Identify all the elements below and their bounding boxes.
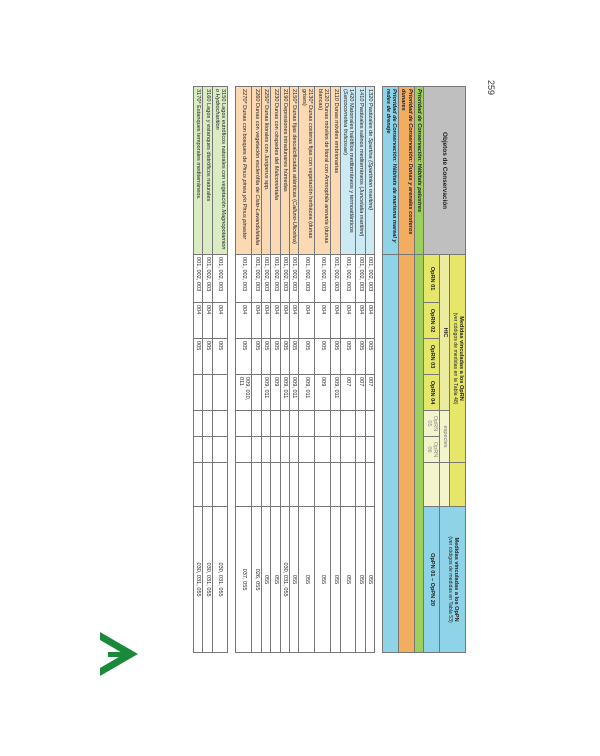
cell-oprn04: 009	[315, 375, 331, 411]
cell-oprn02: 004	[290, 303, 299, 339]
cell-oppn: 055	[356, 507, 365, 653]
table-row	[261, 87, 270, 653]
habitat-name: 1320 Pastizales de Spartina (Spartinion maritimi)	[365, 87, 374, 255]
habitat-name: 2270* Dunas con bosques de Pinus pinea y/o Pinus pinaster	[236, 87, 252, 255]
table-row	[290, 87, 299, 653]
cell-oprn01: 001, 002, 003	[252, 255, 261, 303]
cell-oprn03: 005	[340, 339, 356, 375]
cell-oprn03: 005	[299, 339, 315, 375]
habitat-name: 2260 Dunas con vegetación esclerófila de Cisto-Lavanduletalia	[252, 87, 261, 255]
rotated-table-container	[170, 86, 466, 652]
table-row	[236, 87, 252, 653]
habitat-name: 3150 Lagos eutróficos naturales con vegetación Magnopotamion o Hydrocharition	[212, 87, 228, 255]
table-row	[365, 87, 374, 653]
cell-oprn03: 005	[193, 339, 202, 375]
header-vinc-cols: OpPN 01 – OpPN 20	[424, 507, 440, 653]
cell-oprn04: 009, 011	[290, 375, 299, 411]
header-oprn04: OpRN 04	[424, 375, 440, 411]
cell-oppn: 037, 055	[236, 507, 252, 653]
cell-oprn04	[203, 375, 212, 411]
cell-oprn03: 005	[280, 339, 289, 375]
habitat-name: 1420 Matorrales halófilos mediterráneos y termoatlánticos (Sarcocornetea fruticosae)	[340, 87, 356, 255]
cell-oprn04: 009, 011	[299, 375, 315, 411]
cell-oppn: 055	[261, 507, 270, 653]
cell-oprn01: 001, 002, 003	[193, 255, 202, 303]
header-medidas	[449, 255, 465, 463]
cell-oprn04	[212, 375, 228, 411]
header-oprn03: OpRN 03	[424, 339, 440, 375]
header-medidas-title: Medidas vinculadas a los OpRN	[458, 316, 464, 401]
cell-oprn04: 009, 011	[331, 375, 340, 411]
cell-oprn02: 004	[331, 303, 340, 339]
habitat-name: 3160 Lagos y estanques distróficos naturales	[203, 87, 212, 255]
cell-oprn02: 004	[315, 303, 331, 339]
habitat-name: 2130* Dunas costeras fijas con vegetación herbácea (dunas grises)	[299, 87, 315, 255]
cell-oprn03: 005	[252, 339, 261, 375]
cell-oprn02: 004	[356, 303, 365, 339]
cell-oprn01: 001, 002, 003	[315, 255, 331, 303]
cell-oprn04: 007	[365, 375, 374, 411]
cell-oppn: 055	[299, 507, 315, 653]
junta-andalucia-logo-icon	[98, 626, 140, 682]
header-vinculadas	[440, 507, 466, 653]
cell-oprn01: 001, 002, 003	[280, 255, 289, 303]
cell-oprn02: 004	[365, 303, 374, 339]
table-row	[340, 87, 356, 653]
cell-oppn: 026, 055	[252, 507, 261, 653]
habitat-name: 3170* Estanques temporales mediterráneos.	[193, 87, 202, 255]
priority-dunas: Prioridad de Conservación: Dunas y arenales costeros dunares	[399, 87, 415, 255]
cell-oprn02: 004	[261, 303, 270, 339]
table-row	[252, 87, 261, 653]
cell-oppn: 055	[340, 507, 356, 653]
cell-oprn02: 004	[299, 303, 315, 339]
cell-oppn: 030, 031, 055	[193, 507, 202, 653]
header-vinc-sub: (ver códigos de medidas en Tabla 53)	[446, 536, 453, 623]
cell-oprn01: 001, 002, 003	[331, 255, 340, 303]
cell-oprn03: 005	[331, 339, 340, 375]
cell-oprn03: 005	[271, 339, 280, 375]
cell-oprn02: 004	[193, 303, 202, 339]
header-oprn06: OpRN 06	[424, 437, 440, 463]
cell-oprn03: 005	[315, 339, 331, 375]
habitat-name: 1410 Pastizales salinos mediterráneos (Juncetalia maritimi)	[356, 87, 365, 255]
cell-oprn01: 001, 002, 003	[203, 255, 212, 303]
habitat-name: 2150* Dunas fijas descalcificadas atlánticas (Calluno-Ulicetea)	[290, 87, 299, 255]
page-number: 259	[486, 80, 496, 96]
habitat-name: 2230 Dunas con céspedes del Malcomietalia	[271, 87, 280, 255]
cell-oprn04	[193, 375, 202, 411]
habitat-name: 2190 Depresiones intradunares húmedas	[280, 87, 289, 255]
table-row	[203, 87, 212, 653]
cell-oprn02: 004	[203, 303, 212, 339]
cell-oppn: 055	[365, 507, 374, 653]
cell-oprn01: 001, 002, 003	[290, 255, 299, 303]
table-row	[212, 87, 228, 653]
table-row	[280, 87, 289, 653]
table-row	[356, 87, 365, 653]
priority-palustres: Prioridad de Conservación: Hábitats palustres	[414, 87, 423, 255]
cell-oprn01: 001, 002, 003	[212, 255, 228, 303]
cell-oprn01: 001, 002, 003	[271, 255, 280, 303]
cell-oprn01: 001, 002, 003	[340, 255, 356, 303]
cell-oprn02: 004	[212, 303, 228, 339]
cell-oprn01: 001, 002, 003	[356, 255, 365, 303]
cell-oprn03: 005	[236, 339, 252, 375]
cell-oprn03: 005	[203, 339, 212, 375]
cell-oprn04: 007	[340, 375, 356, 411]
cell-oprn01: 001, 002, 003	[236, 255, 252, 303]
table-row	[193, 87, 202, 653]
cell-oppn: 055	[315, 507, 331, 653]
conservation-measures-table	[193, 86, 466, 653]
cell-oprn03: 005	[261, 339, 270, 375]
cell-oprn04: 009, 010, 011	[236, 375, 252, 411]
priority-marisma: Prioridad de Conservación: Hábitats de marisma mareal y redes de drenaje	[383, 87, 399, 255]
cell-oprn03: 005	[290, 339, 299, 375]
cell-oprn03: 005	[365, 339, 374, 375]
cell-oprn02: 004	[280, 303, 289, 339]
header-especies: especies	[440, 411, 449, 463]
table-row	[331, 87, 340, 653]
cell-oppn: 030, 031, 055	[280, 507, 289, 653]
habitat-name: 2110 Dunas móviles embrionarias	[331, 87, 340, 255]
cell-oppn: 055	[271, 507, 280, 653]
table-row	[271, 87, 280, 653]
habitat-name: 2120 Dunas móviles de litoral con Ammophila arenaria (dunas blancas)	[315, 87, 331, 255]
header-oprn01: OpRN 01	[424, 255, 440, 303]
cell-oprn04: 009, 011	[261, 375, 270, 411]
header-oprn02: OpRN 02	[424, 303, 440, 339]
header-hic: HIC	[440, 255, 449, 411]
header-medidas-sub: (ver códigos de medidas en la Tabla 48)	[451, 312, 458, 405]
cell-oprn02: 004	[236, 303, 252, 339]
cell-oprn01: 001, 002, 003	[365, 255, 374, 303]
cell-oppn: 030, 031, 055	[212, 507, 228, 653]
cell-oprn02: 004	[340, 303, 356, 339]
header-objetos: Objetos de Conservación	[424, 87, 466, 255]
cell-oppn: 030, 031, 055	[203, 507, 212, 653]
habitat-name: 2250* Dunas litorales con Juniperus spp.	[261, 87, 270, 255]
cell-oprn04: 009	[271, 375, 280, 411]
table-row	[315, 87, 331, 653]
cell-oppn: 055	[290, 507, 299, 653]
cell-oppn: 055	[331, 507, 340, 653]
table-row	[299, 87, 315, 653]
cell-oprn03: 005	[212, 339, 228, 375]
header-oprn05: OpRN 05	[424, 411, 440, 437]
cell-oprn01: 001, 002, 003	[261, 255, 270, 303]
cell-oprn02: 004	[252, 303, 261, 339]
cell-oprn03: 005	[356, 339, 365, 375]
header-vinc-title: Medidas vinculadas a los OpPN	[453, 537, 460, 622]
cell-oprn04: 007	[356, 375, 365, 411]
cell-oprn02: 004	[271, 303, 280, 339]
cell-oprn04: 009, 011	[280, 375, 289, 411]
cell-oprn04	[252, 375, 261, 411]
cell-oprn01: 001, 002, 003	[299, 255, 315, 303]
